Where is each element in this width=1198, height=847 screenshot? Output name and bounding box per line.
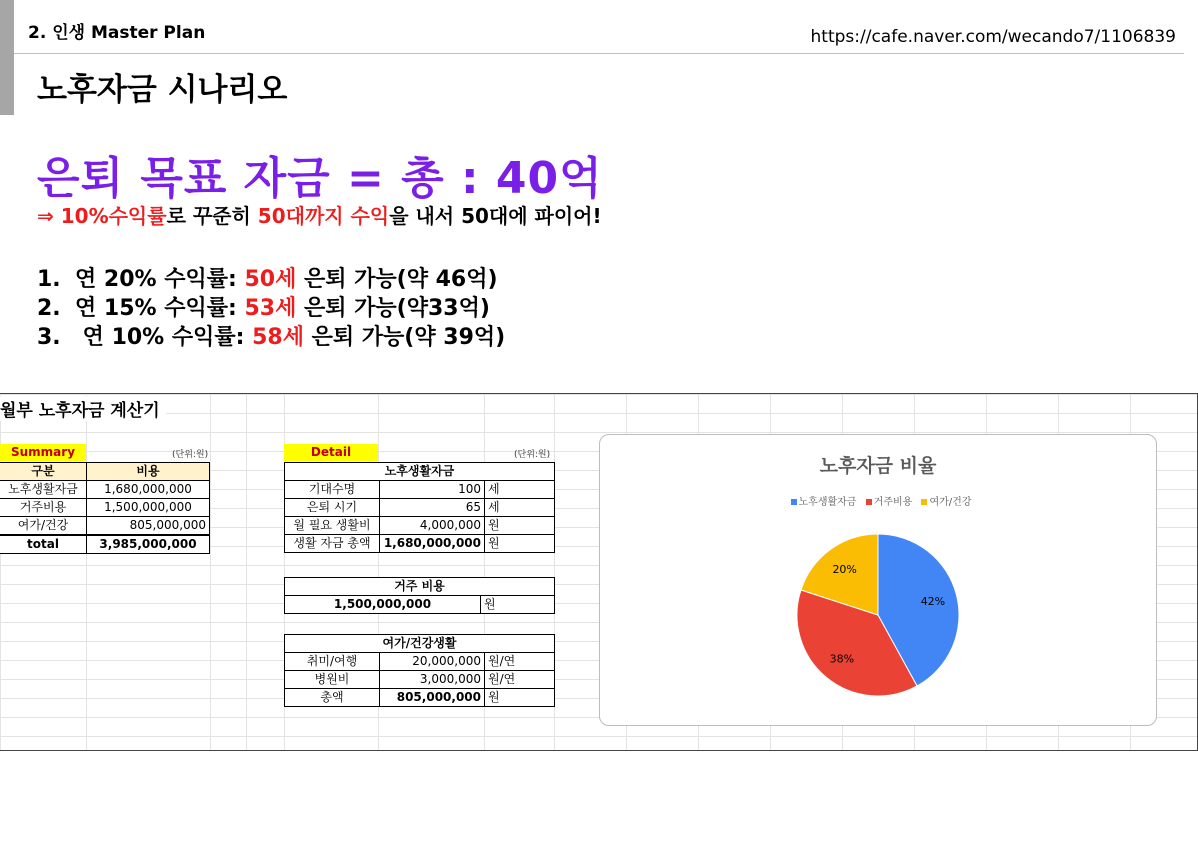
scenario-prefix: 연 15% 수익률: [75, 296, 245, 321]
left-accent-bar [0, 0, 14, 115]
detail-unit: (단위:원) [514, 450, 551, 460]
pie-slice-label: 42% [920, 594, 946, 608]
scenario-age: 53세 [244, 296, 297, 321]
cell[interactable]: 3,985,000,000 [87, 535, 210, 554]
scenario-suffix: 은퇴 가능(약 39억) [303, 325, 506, 350]
scenario-prefix: 연 10% 수익률: [75, 325, 253, 350]
cell[interactable]: 1,500,000,000 [87, 499, 210, 517]
cell[interactable]: 3,000,000 [380, 671, 485, 689]
page-title: 노후자금 시나리오 [37, 72, 288, 108]
cell[interactable]: 취미/여행 [285, 653, 380, 671]
table-row[interactable] [0, 481, 210, 499]
pie-slice-label: 20% [832, 563, 857, 577]
scenario-item [37, 320, 505, 351]
table-row[interactable] [285, 653, 555, 671]
sheet-title: 월부 노후자금 계산기 [0, 396, 166, 421]
cell[interactable]: 원 [485, 535, 555, 553]
cell[interactable]: 노후생활자금 [0, 481, 87, 499]
cell[interactable]: 총액 [285, 689, 380, 707]
source-url[interactable]: https://cafe.naver.com/wecando7/1106839 [810, 27, 1176, 47]
cell[interactable]: 은퇴 시기 [285, 499, 380, 517]
scenario-age: 58세 [252, 325, 304, 350]
summary-header-category: 구분 [0, 463, 87, 481]
table-row[interactable] [0, 517, 210, 536]
leisure-health-header: 여가/건강생활 [285, 635, 555, 653]
living-cost-table[interactable] [284, 462, 555, 553]
table-row[interactable] [285, 689, 555, 707]
detail-tag: Detail [284, 444, 378, 461]
cell[interactable]: 1,500,000,000 [285, 596, 481, 614]
cell[interactable]: 세 [485, 499, 555, 517]
cell[interactable]: 4,000,000 [380, 517, 485, 535]
summary-table[interactable] [0, 462, 210, 554]
housing-cost-header: 거주 비용 [285, 578, 555, 596]
scenario-age: 50세 [244, 267, 297, 292]
pie-chart-card[interactable] [599, 434, 1157, 726]
retirement-goal: 은퇴 목표 자금 = 총 : 40억 [37, 153, 603, 204]
strategy-rate: 10%수익률 [60, 204, 167, 228]
cell[interactable]: total [0, 535, 87, 554]
cell[interactable]: 병원비 [285, 671, 380, 689]
arrow-icon: ⇒ [37, 204, 54, 228]
cell[interactable]: 65 [380, 499, 485, 517]
table-row-total[interactable] [0, 535, 210, 554]
leisure-health-table[interactable] [284, 634, 555, 707]
scenario-item [37, 291, 490, 322]
cell[interactable]: 100 [380, 481, 485, 499]
table-row[interactable] [285, 481, 555, 499]
spreadsheet-area[interactable] [0, 393, 1198, 751]
cell[interactable]: 월 필요 생활비 [285, 517, 380, 535]
legend-label: 여가/건강 [929, 497, 972, 508]
cell[interactable]: 원 [485, 689, 555, 707]
pie-slice-label: 38% [829, 652, 855, 666]
cell[interactable]: 1,680,000,000 [87, 481, 210, 499]
scenario-suffix: 은퇴 가능(약 46억) [296, 267, 498, 292]
table-row[interactable] [285, 535, 555, 553]
cell[interactable]: 기대수명 [285, 481, 380, 499]
scenario-prefix: 연 20% 수익률: [75, 267, 245, 292]
cell[interactable]: 세 [485, 481, 555, 499]
chart-title: 노후자금 비율 [819, 455, 937, 477]
strategy-text-1: 로 꾸준히 [166, 204, 258, 228]
cell[interactable]: 1,680,000,000 [380, 535, 485, 553]
housing-cost-table[interactable] [284, 577, 555, 614]
table-row[interactable] [285, 499, 555, 517]
pie-chart [600, 435, 1156, 725]
scenario-item [37, 262, 498, 293]
cell[interactable]: 거주비용 [0, 499, 87, 517]
section-label: 2. 인생 Master Plan [28, 23, 206, 43]
table-row[interactable] [285, 517, 555, 535]
cell[interactable]: 805,000,000 [87, 517, 210, 536]
summary-header-cost: 비용 [87, 463, 210, 481]
summary-unit: (단위:원) [172, 450, 209, 460]
header-divider [14, 53, 1184, 54]
cell[interactable]: 여가/건강 [0, 517, 87, 536]
summary-tag: Summary [0, 444, 86, 461]
living-cost-header: 노후생활자금 [285, 463, 555, 481]
cell[interactable]: 20,000,000 [380, 653, 485, 671]
cell[interactable]: 원 [481, 596, 555, 614]
table-row[interactable] [0, 499, 210, 517]
scenario-number: 1. [37, 267, 61, 292]
strategy-line [37, 200, 602, 229]
scenario-number: 3. [37, 325, 61, 350]
table-row[interactable] [285, 596, 555, 614]
strategy-text-2: 을 내서 50대에 파이어! [389, 204, 602, 228]
cell[interactable]: 원 [485, 517, 555, 535]
legend-label: 거주비용 [873, 497, 913, 508]
cell[interactable]: 생활 자금 총액 [285, 535, 380, 553]
table-row[interactable] [285, 671, 555, 689]
legend-label: 노후생활자금 [798, 497, 857, 508]
strategy-period: 50대까지 수익 [257, 204, 390, 228]
scenario-suffix: 은퇴 가능(약33억) [296, 296, 490, 321]
scenario-number: 2. [37, 296, 61, 321]
cell[interactable]: 원/연 [485, 671, 555, 689]
cell[interactable]: 원/연 [485, 653, 555, 671]
cell[interactable]: 805,000,000 [380, 689, 485, 707]
